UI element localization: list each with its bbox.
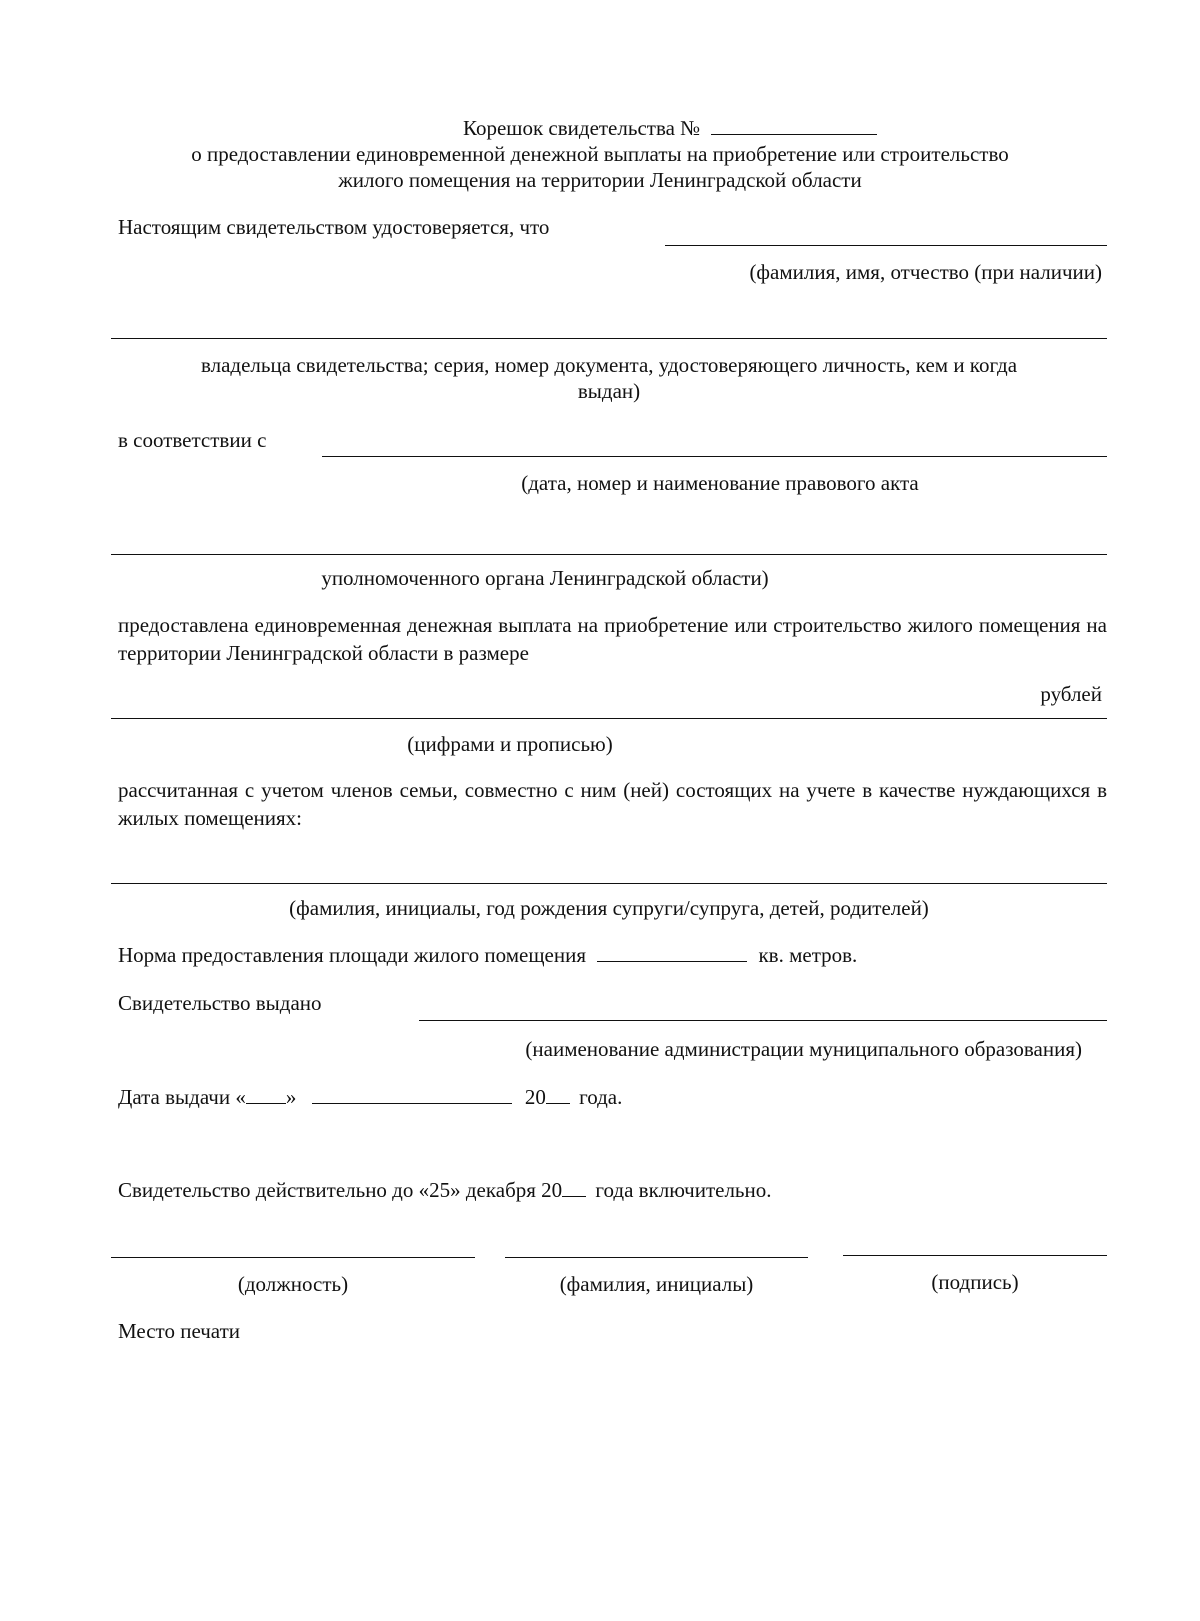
date-suffix: года. [579,1085,623,1109]
administration-line [419,1020,1107,1021]
certificate-number-blank [711,116,877,135]
holder-name-hint: (фамилия, имя, отчество (при наличии) [749,260,1102,284]
administration-hint: (наименование администрации муниципального образования) [525,1037,1082,1061]
payment-text: предоставлена единовременная денежная выплата на приобретение или строительство жилого помещения на территории Ленинградской области в размере [118,613,1107,665]
signature-hint: (подпись) [931,1270,1019,1294]
validity-year-blank [562,1178,586,1197]
legal-act-line-2 [111,554,1107,555]
signature-line [843,1255,1107,1256]
stamp-place: Место печати [118,1319,241,1343]
year-blank [546,1085,570,1104]
family-text: рассчитанная с учетом членов семьи, совместно с ним (ней) состоящих на учете в качестве нуждающихся в жилых помещениях: [118,778,1107,830]
day-blank [246,1085,286,1104]
document-subtitle-line-2: жилого помещения на территории Ленинградской области [338,168,862,192]
holder-document-hint: владельца свидетельства; серия, номер документа, удостоверяющего личность, кем и когда [200,353,1018,377]
date-prefix: Дата выдачи « [118,1085,246,1109]
amount-hint: (цифрами и прописью) [407,732,613,756]
legal-act-hint: (дата, номер и наименование правового акта [521,471,919,495]
name-line [505,1257,808,1258]
name-hint: (фамилия, инициалы) [559,1272,754,1296]
issue-date-row [118,1083,622,1111]
certify-text: Настоящим свидетельством удостоверяется, что [118,215,550,239]
holder-document-hint-cont: выдан) [577,379,641,403]
holder-document-line [111,338,1107,339]
norm-area-blank [597,943,747,962]
validity-prefix: Свидетельство действительно до «25» декабря 20 [118,1178,563,1202]
norm-unit: кв. метров. [758,943,858,967]
norm-text: Норма предоставления площади жилого помещения [118,943,586,967]
document-subtitle-line-1: о предоставлении единовременной денежной выплаты на приобретение или строительство [191,142,1009,166]
amount-line [111,718,1107,719]
validity-row [118,1176,772,1204]
family-line [111,883,1107,884]
document-title [463,114,877,142]
issued-text: Свидетельство выдано [118,991,322,1015]
family-hint: (фамилия, инициалы, год рождения супруги/супруга, детей, родителей) [289,896,929,920]
validity-suffix: года включительно. [595,1178,772,1202]
year-prefix: 20 [524,1085,546,1109]
legal-act-hint-cont: уполномоченного органа Ленинградской области) [321,566,769,590]
basis-text: в соответствии с [118,428,267,452]
month-blank [312,1085,512,1104]
legal-act-line [322,456,1107,457]
holder-name-line [665,245,1107,246]
currency-label: рублей [1040,682,1102,706]
position-hint: (должность) [237,1272,349,1296]
date-mid: » [285,1085,297,1109]
position-line [111,1257,475,1258]
norm-row [118,941,857,969]
title-text: Корешок свидетельства № [463,116,701,140]
